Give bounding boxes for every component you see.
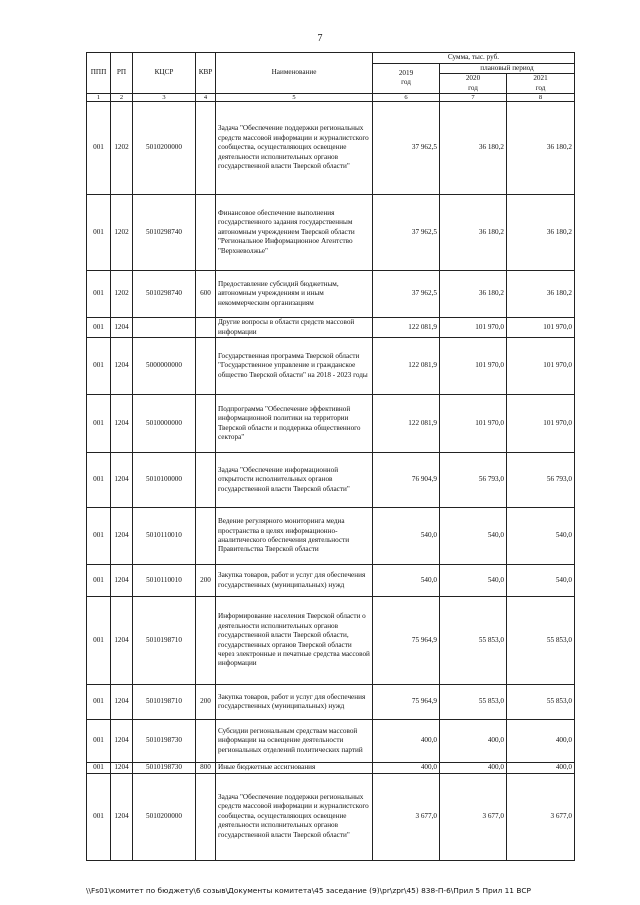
row-ppp: 001: [87, 508, 111, 565]
row-kvr: [196, 195, 216, 271]
row-kcsr: 5010298740: [133, 271, 196, 318]
row-amount-2021: 101 970,0: [507, 338, 575, 395]
row-kvr: [196, 395, 216, 453]
column-number: 4: [196, 94, 216, 102]
table-row: [87, 565, 575, 597]
row-ppp: 001: [87, 597, 111, 685]
row-name: Предоставление субсидий бюджетным, автономным учреждениям и иным некоммерческим организациям: [216, 271, 373, 318]
row-amount-2019: 75 964,9: [373, 685, 440, 720]
row-amount-2020: 36 180,2: [440, 102, 507, 195]
table-row: [87, 597, 575, 685]
row-amount-2019: 37 962,5: [373, 102, 440, 195]
row-name: Ведение регулярного мониторинга медиа пространства в целях информационно-аналитического обеспечения деятельности Правительства Тверской области: [216, 508, 373, 565]
page-number: 7: [317, 33, 323, 44]
row-amount-2019: 540,0: [373, 508, 440, 565]
table-row: [87, 773, 575, 860]
row-kcsr: 5010110010: [133, 508, 196, 565]
row-amount-2019: 400,0: [373, 763, 440, 774]
row-kcsr: 5010198730: [133, 763, 196, 774]
table-row: [87, 453, 575, 508]
plan-period-header: плановый период: [440, 63, 575, 74]
row-kvr: [196, 102, 216, 195]
row-ppp: 001: [87, 318, 111, 338]
row-amount-2021: 36 180,2: [507, 195, 575, 271]
row-name: Закупка товаров, работ и услуг для обеспечения государственных (муниципальных) нужд: [216, 685, 373, 720]
row-ppp: 001: [87, 763, 111, 774]
row-kcsr: 5010298740: [133, 195, 196, 271]
row-amount-2019: 37 962,5: [373, 195, 440, 271]
column-number: 8: [507, 94, 575, 102]
row-amount-2021: 540,0: [507, 508, 575, 565]
table-header: [87, 53, 575, 102]
year-2019-header: 2019 год: [373, 63, 440, 94]
table-row: [87, 338, 575, 395]
table-row: [87, 763, 575, 774]
row-name: Информирование населения Тверской области о деятельности исполнительных органов государственной власти Тверской области, государственных органов Тверской области через электронные и печатные средства массовой информации: [216, 597, 373, 685]
row-amount-2020: 56 793,0: [440, 453, 507, 508]
row-kcsr: 5010198730: [133, 720, 196, 763]
column-number: 1: [87, 94, 111, 102]
row-kcsr: 5010200000: [133, 773, 196, 860]
row-rp: 1204: [111, 685, 133, 720]
row-rp: 1204: [111, 597, 133, 685]
row-kcsr: 5010198710: [133, 685, 196, 720]
row-rp: 1204: [111, 395, 133, 453]
budget-table: [86, 52, 575, 861]
row-kcsr: 5010000000: [133, 395, 196, 453]
row-kvr: [196, 508, 216, 565]
row-kvr: [196, 318, 216, 338]
sum-header: Сумма, тыс. руб.: [373, 53, 575, 64]
row-kvr: 200: [196, 685, 216, 720]
row-amount-2021: 36 180,2: [507, 102, 575, 195]
row-kvr: [196, 773, 216, 860]
col-name-header: Наименование: [216, 53, 373, 94]
row-amount-2019: 75 964,9: [373, 597, 440, 685]
row-amount-2019: 122 081,9: [373, 318, 440, 338]
row-amount-2021: 56 793,0: [507, 453, 575, 508]
row-amount-2021: 55 853,0: [507, 597, 575, 685]
row-amount-2020: 3 677,0: [440, 773, 507, 860]
column-numbering-row: [87, 94, 575, 102]
row-amount-2021: 3 677,0: [507, 773, 575, 860]
row-rp: 1202: [111, 271, 133, 318]
row-ppp: 001: [87, 773, 111, 860]
row-ppp: 001: [87, 453, 111, 508]
row-rp: 1204: [111, 763, 133, 774]
row-name: Задача "Обеспечение поддержки региональных средств массовой информации и журналистского сообщества, осуществляющих освещение деятельности исполнительных органов государственной власти Тверской области": [216, 773, 373, 860]
row-kvr: 600: [196, 271, 216, 318]
row-kvr: 200: [196, 565, 216, 597]
col-rp-header: РП: [111, 53, 133, 94]
row-amount-2019: 540,0: [373, 565, 440, 597]
row-ppp: 001: [87, 271, 111, 318]
row-kvr: [196, 338, 216, 395]
row-ppp: 001: [87, 565, 111, 597]
table-row: [87, 318, 575, 338]
column-number: 5: [216, 94, 373, 102]
row-rp: 1204: [111, 453, 133, 508]
row-amount-2019: 400,0: [373, 720, 440, 763]
row-kvr: 800: [196, 763, 216, 774]
column-number: 3: [133, 94, 196, 102]
row-ppp: 001: [87, 395, 111, 453]
row-amount-2021: 101 970,0: [507, 318, 575, 338]
row-name: Государственная программа Тверской области "Государственное управление и гражданское общество Тверской области" на 2018 - 2023 годы: [216, 338, 373, 395]
row-ppp: 001: [87, 102, 111, 195]
row-kcsr: [133, 318, 196, 338]
row-ppp: 001: [87, 338, 111, 395]
row-ppp: 001: [87, 720, 111, 763]
row-kcsr: 5010198710: [133, 597, 196, 685]
row-amount-2019: 122 081,9: [373, 338, 440, 395]
table-row: [87, 102, 575, 195]
row-amount-2021: 101 970,0: [507, 395, 575, 453]
row-amount-2019: 37 962,5: [373, 271, 440, 318]
row-amount-2020: 400,0: [440, 720, 507, 763]
row-amount-2021: 400,0: [507, 720, 575, 763]
row-name: Иные бюджетные ассигнования: [216, 763, 373, 774]
row-name: Другие вопросы в области средств массовой информации: [216, 318, 373, 338]
table-row: [87, 720, 575, 763]
table-row: [87, 271, 575, 318]
row-rp: 1202: [111, 195, 133, 271]
row-amount-2021: 540,0: [507, 565, 575, 597]
table-row: [87, 508, 575, 565]
column-number: 7: [440, 94, 507, 102]
row-amount-2020: 400,0: [440, 763, 507, 774]
row-amount-2019: 76 904,9: [373, 453, 440, 508]
row-name: Закупка товаров, работ и услуг для обеспечения государственных (муниципальных) нужд: [216, 565, 373, 597]
row-amount-2021: 55 853,0: [507, 685, 575, 720]
table-row: [87, 685, 575, 720]
row-amount-2020: 36 180,2: [440, 195, 507, 271]
row-ppp: 001: [87, 685, 111, 720]
row-amount-2021: 36 180,2: [507, 271, 575, 318]
row-amount-2019: 122 081,9: [373, 395, 440, 453]
row-amount-2020: 101 970,0: [440, 318, 507, 338]
table-row: [87, 195, 575, 271]
file-path-footer: \\Fs01\комитет по бюджету\6 созыв\Документы комитета\45 заседание (9)\pr\zpr\45) 838-П-6\Прил 5 Прил 11 ВСР: [86, 886, 532, 895]
row-rp: 1204: [111, 338, 133, 395]
table-row: [87, 395, 575, 453]
row-ppp: 001: [87, 195, 111, 271]
col-kcsr-header: КЦСР: [133, 53, 196, 94]
row-rp: 1204: [111, 318, 133, 338]
row-amount-2020: 540,0: [440, 565, 507, 597]
row-kvr: [196, 597, 216, 685]
column-number: 2: [111, 94, 133, 102]
row-name: Задача "Обеспечение поддержки региональных средств массовой информации и журналистского сообщества, осуществляющих освещение деятельности исполнительных органов государственной власти Тверской области": [216, 102, 373, 195]
table-body: [87, 102, 575, 861]
col-ppp-header: ППП: [87, 53, 111, 94]
row-name: Задача "Обеспечение информационной открытости исполнительных органов государственной власти Тверской области": [216, 453, 373, 508]
row-amount-2020: 101 970,0: [440, 338, 507, 395]
row-amount-2020: 540,0: [440, 508, 507, 565]
row-rp: 1202: [111, 102, 133, 195]
row-kcsr: 5010200000: [133, 102, 196, 195]
row-rp: 1204: [111, 773, 133, 860]
row-kcsr: 5000000000: [133, 338, 196, 395]
row-kcsr: 5010100000: [133, 453, 196, 508]
row-kvr: [196, 453, 216, 508]
row-amount-2019: 3 677,0: [373, 773, 440, 860]
row-amount-2020: 55 853,0: [440, 685, 507, 720]
col-kvr-header: КВР: [196, 53, 216, 94]
year-2021-header: 2021 год: [507, 74, 575, 94]
year-2020-header: 2020 год: [440, 74, 507, 94]
row-amount-2020: 36 180,2: [440, 271, 507, 318]
row-name: Субсидии региональным средствам массовой информации на освещение деятельности региональных отделений политических партий: [216, 720, 373, 763]
row-rp: 1204: [111, 508, 133, 565]
column-number: 6: [373, 94, 440, 102]
row-amount-2020: 55 853,0: [440, 597, 507, 685]
row-name: Подпрограмма "Обеспечение эффективной информационной политики на территории Тверской области и поддержка общественного сектора": [216, 395, 373, 453]
row-name: Финансовое обеспечение выполнения государственного задания государственным автономным учреждением Тверской области "Региональное Информационное Агентство "Верхневолжье": [216, 195, 373, 271]
row-amount-2021: 400,0: [507, 763, 575, 774]
row-kcsr: 5010110010: [133, 565, 196, 597]
row-rp: 1204: [111, 565, 133, 597]
row-amount-2020: 101 970,0: [440, 395, 507, 453]
row-kvr: [196, 720, 216, 763]
row-rp: 1204: [111, 720, 133, 763]
